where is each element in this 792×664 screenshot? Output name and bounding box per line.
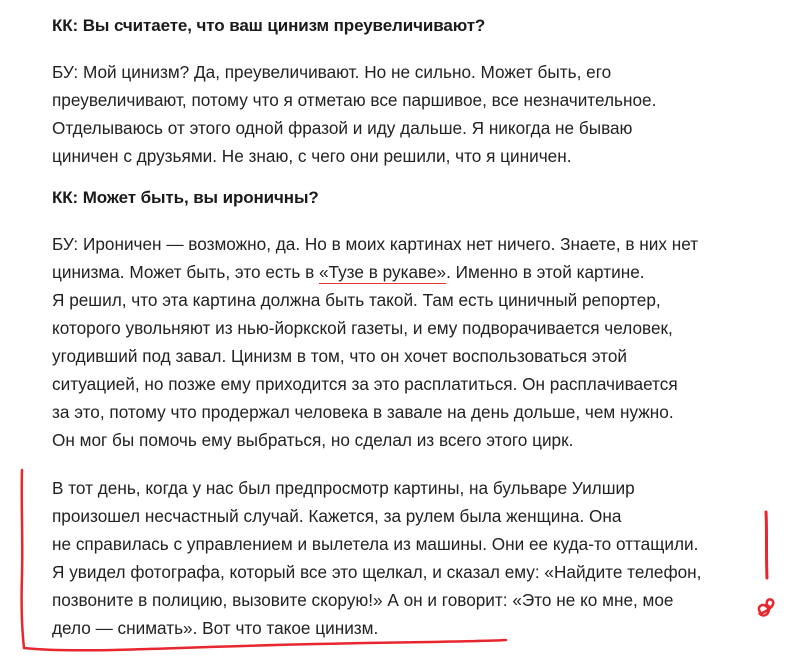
answer-1-line: БУ: Мой цинизм? Да, преувеличивают. Но не сильно. Может быть, его bbox=[52, 62, 612, 82]
answer-1-line: преувеличивают, потому что я отметаю все паршивое, все незначительное. bbox=[52, 90, 657, 110]
answer-1-line: циничен с друзьями. Не знаю, с чего они решили, что я циничен. bbox=[52, 146, 572, 166]
paragraph-3-line: В тот день, когда у нас был предпросмотр картины, на бульваре Уилшир bbox=[52, 478, 635, 498]
answer-2-text: цинизма. Может быть, это есть в bbox=[52, 262, 319, 282]
answer-2-line: которого увольняют из нью-йоркской газеты, и ему подворачивается человек, bbox=[52, 318, 673, 338]
article-body bbox=[52, 0, 772, 642]
answer-2-line: БУ: Ироничен — возможно, да. Но в моих картинах нет ничего. Знаете, в них нет bbox=[52, 234, 699, 254]
answer-1-line: Отделываюсь от этого одной фразой и иду дальше. Я никогда не бываю bbox=[52, 118, 633, 138]
answer-2-line: Я решил, что эта картина должна быть такой. Там есть циничный репортер, bbox=[52, 290, 661, 310]
left-bracket-mark bbox=[22, 470, 24, 648]
answer-2-line: за это, потому что продержал человека в завале на день дольше, чем нужно. bbox=[52, 402, 674, 422]
paragraph-3-line: дело — снимать». Вот что такое цинизм. bbox=[52, 618, 379, 638]
answer-2 bbox=[52, 230, 772, 454]
paragraph-3 bbox=[52, 474, 772, 642]
film-link[interactable]: «Тузе в рукаве» bbox=[319, 262, 447, 282]
paragraph-3-line: позвоните в полицию, вызовите скорую!» А он и говорит: «Это не ко мне, мое bbox=[52, 590, 674, 610]
paragraph-3-line: Я увидел фотографа, который все это щелкал, и сказал ему: «Найдите телефон, bbox=[52, 562, 702, 582]
answer-2-line: угодивший под завал. Цинизм в том, что он хочет воспользоваться этой bbox=[52, 346, 628, 366]
question-2: КК: Может быть, вы ироничны? bbox=[52, 188, 319, 207]
answer-1 bbox=[52, 58, 772, 170]
answer-2-line: Он мог бы помочь ему выбраться, но сделал из всего этого цирк. bbox=[52, 430, 574, 450]
question-1: КК: Вы считаете, что ваш цинизм преувеличивают? bbox=[52, 16, 486, 35]
paragraph-3-line: не справилась с управлением и вылетела из машины. Они ее куда-то оттащили. bbox=[52, 534, 699, 554]
answer-2-line bbox=[52, 258, 772, 286]
answer-2-text: . Именно в этой картине. bbox=[446, 262, 645, 282]
paragraph-3-line: произошел несчастный случай. Кажется, за рулем была женщина. Она bbox=[52, 506, 622, 526]
answer-2-line: ситуацией, но позже ему приходится за это расплатиться. Он расплачивается bbox=[52, 374, 678, 394]
